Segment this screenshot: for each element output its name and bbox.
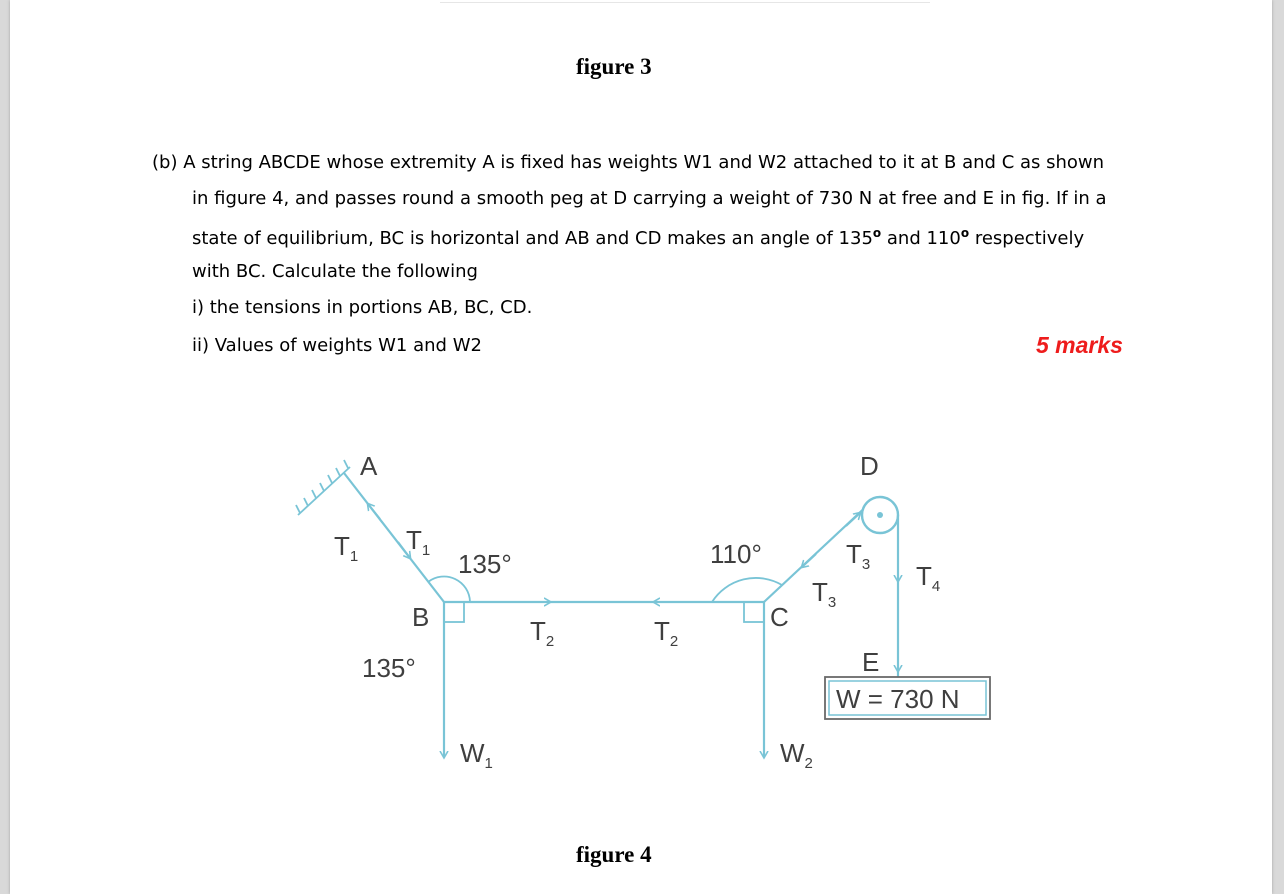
question-line-3-mid: and 110 — [881, 228, 961, 249]
fixed-support-hatch — [296, 460, 350, 515]
question-part-ii: ii) Values of weights W1 and W2 — [192, 335, 482, 356]
label-w1 — [460, 738, 493, 772]
label-t4 — [916, 561, 940, 595]
label-angle-b-bottom — [362, 653, 416, 683]
angle-b-top-value: 135 — [458, 549, 502, 579]
question-line-3 — [192, 226, 1084, 249]
label-e: E — [862, 647, 880, 677]
label-t2-left-letter: T — [530, 616, 546, 646]
angle-b-top-deg: ° — [501, 549, 512, 579]
label-t2-right-letter: T — [654, 616, 670, 646]
label-a: A — [360, 451, 378, 481]
label-t3-lower-letter: T — [812, 577, 828, 607]
label-t1-right — [406, 525, 430, 559]
peg-center — [877, 512, 883, 518]
label-t2-left — [530, 616, 554, 650]
page-top-rule — [440, 2, 930, 3]
label-w1-letter: W — [460, 738, 485, 768]
label-angle-b-top — [458, 549, 512, 579]
degree-mark: o — [960, 226, 970, 240]
label-w1-sub: 1 — [484, 755, 493, 772]
label-d: D — [860, 451, 879, 481]
figure-4-caption: figure 4 — [576, 842, 652, 867]
angle-c-top-value: 110 — [710, 539, 752, 569]
angle-c-top-deg: ° — [751, 539, 762, 569]
label-w2-sub: 2 — [804, 755, 813, 772]
label-t3-upper-sub: 3 — [861, 556, 871, 573]
figure-3-caption: figure 3 — [576, 54, 652, 79]
degree-mark: o — [872, 226, 882, 240]
label-t2-right — [654, 616, 678, 650]
question-line-1: (b) A string ABCDE whose extremity A is fixed has weights W1 and W2 attached to it at B and C as shown — [152, 152, 1105, 173]
label-t1-left — [334, 531, 358, 565]
question-line-3-end: respectively — [969, 228, 1085, 249]
label-b: B — [412, 602, 430, 632]
right-angle-b — [444, 602, 464, 622]
label-t4-letter: T — [916, 561, 932, 591]
weight-box-label: W = 730 N — [836, 684, 960, 714]
label-t1-right-letter: T — [406, 525, 422, 555]
string-diagram — [280, 445, 1000, 775]
angle-arc-c — [712, 578, 782, 602]
label-t3-upper — [846, 539, 870, 573]
angle-b-bottom-value: 135 — [362, 653, 406, 683]
label-t4-sub: 4 — [931, 578, 941, 595]
arrow-t3-upper — [846, 513, 860, 526]
label-w2 — [780, 738, 813, 772]
label-t2-left-sub: 2 — [545, 633, 555, 650]
label-t1-right-sub: 1 — [421, 542, 431, 559]
question-line-4: with BC. Calculate the following — [192, 261, 478, 282]
label-w2-letter: W — [780, 738, 805, 768]
angle-b-bottom-deg: ° — [405, 653, 416, 683]
question-part-i: i) the tensions in portions AB, BC, CD. — [192, 297, 533, 318]
arrow-t3-lower — [802, 554, 816, 567]
marks-label: 5 marks — [1036, 332, 1123, 358]
label-t3-lower-sub: 3 — [827, 594, 837, 611]
label-t3-lower — [812, 577, 836, 611]
arrow-t1-upper — [368, 504, 380, 519]
right-angle-c — [744, 602, 764, 622]
label-t1-left-letter: T — [334, 531, 350, 561]
label-t1-left-sub: 1 — [349, 548, 359, 565]
question-line-3-text: state of equilibrium, BC is horizontal and AB and CD makes an angle of 135 — [192, 228, 873, 249]
string-ab — [344, 473, 444, 602]
label-c: C — [770, 602, 789, 632]
label-t2-right-sub: 2 — [669, 633, 679, 650]
label-angle-c-top — [710, 539, 762, 569]
question-line-2: in figure 4, and passes round a smooth peg at D carrying a weight of 730 N at free and E in fig. If in a — [192, 188, 1107, 209]
label-t3-upper-letter: T — [846, 539, 862, 569]
